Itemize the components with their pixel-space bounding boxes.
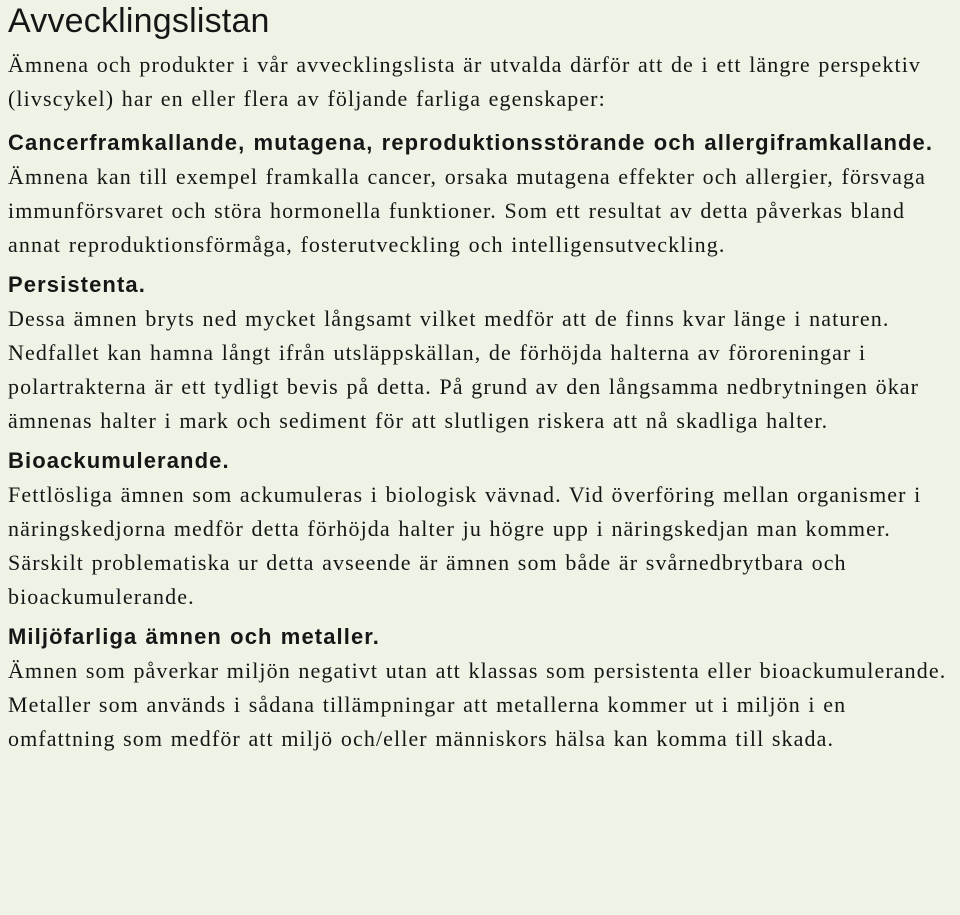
section-heading-bioackumulerande: Bioackumulerande. bbox=[8, 448, 230, 473]
section-cancerframkallande bbox=[8, 126, 952, 262]
document-title: Avvecklingslistan bbox=[8, 2, 270, 40]
section-heading-miljofarliga: Miljöfarliga ämnen och metaller. bbox=[8, 624, 380, 649]
section-miljofarliga bbox=[8, 620, 952, 756]
section-heading-cancerframkallande: Cancerframkallande, mutagena, reproduktionsstörande och allergiframkallande. bbox=[8, 130, 934, 155]
section-body-cancerframkallande: Ämnena kan till exempel framkalla cancer, orsaka mutagena effekter och allergier, försvaga immunförsvaret och störa hormonella funktioner. Som ett resultat av detta påverkas bland annat reproduktionsförmåga, fosterutveckling och intelligensutveckling. bbox=[8, 164, 926, 257]
section-body-miljofarliga: Ämnen som påverkar miljön negativt utan att klassas som persistenta eller bioackumulerande. Metaller som används i sådana tillämpningar att metallerna kommer ut i miljön i en omfattning som medför att miljö och/eller människors hälsa kan komma till skada. bbox=[8, 658, 947, 751]
section-heading-persistenta: Persistenta. bbox=[8, 272, 146, 297]
section-persistenta bbox=[8, 268, 952, 438]
intro-paragraph: Ämnena och produkter i vår avvecklingslista är utvalda därför att de i ett längre perspektiv (livscykel) har en eller flera av följande farliga egenskaper: bbox=[8, 52, 922, 111]
section-bioackumulerande bbox=[8, 444, 952, 614]
section-body-bioackumulerande: Fettlösliga ämnen som ackumuleras i biologisk vävnad. Vid överföring mellan organismer i näringskedjorna medför detta förhöjda halter ju högre upp i näringskedjan man kommer. Särskilt problematiska ur detta avseende är ämnen som både är svårnedbrytbara och bioackumulerande. bbox=[8, 482, 922, 609]
section-body-persistenta: Dessa ämnen bryts ned mycket långsamt vilket medför att de finns kvar länge i naturen. Nedfallet kan hamna långt ifrån utsläppskällan, de förhöjda halterna av föroreningar i polartrakterna är ett tydligt bevis på detta. På grund av den långsamma nedbrytningen ökar ämnenas halter i mark och sediment för att slutligen riskera att nå skadliga halter. bbox=[8, 306, 920, 433]
